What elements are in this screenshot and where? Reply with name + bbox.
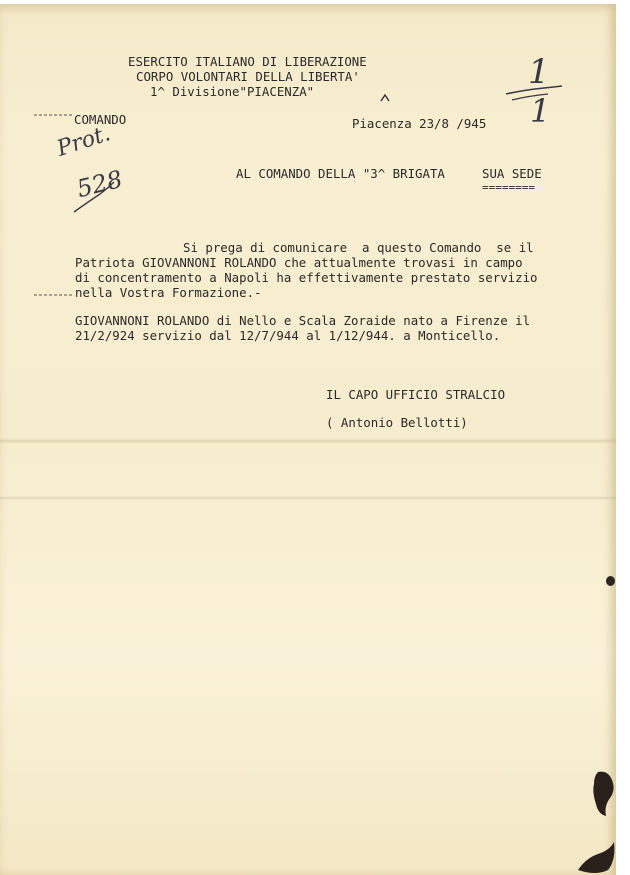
- margin-dash-mark: [34, 112, 74, 118]
- ink-blot: [606, 576, 615, 586]
- recipient-location: SUA SEDE: [482, 166, 542, 181]
- letterhead-line-3: 1^ Divisione"PIACENZA": [150, 84, 315, 99]
- body-line: di concentramento a Napoli ha effettivamente prestato servizio: [75, 270, 538, 285]
- body-line: GIOVANNONI ROLANDO di Nello e Scala Zoraide nato a Firenze il: [75, 313, 531, 328]
- protocol-number: 528: [74, 164, 126, 204]
- recipient-line: AL COMANDO DELLA "3^ BRIGATA: [236, 166, 445, 181]
- caret-mark: [380, 93, 390, 103]
- signature-name: ( Antonio Bellotti): [326, 415, 468, 430]
- paper-fold-line: [0, 496, 616, 500]
- ink-blot: [568, 840, 618, 875]
- letterhead-line-1: ESERCITO ITALIANO DI LIBERAZIONE: [128, 54, 367, 69]
- body-line: 21/2/924 servizio dal 12/7/944 al 1/12/944. a Monticello.: [75, 328, 501, 343]
- body-line: nella Vostra Formazione.-: [75, 285, 262, 300]
- comando-label: COMANDO: [74, 112, 127, 127]
- paper-fold-line: [0, 438, 616, 444]
- recipient-underline: ========: [482, 181, 535, 194]
- page-mark-top: 1: [528, 52, 550, 92]
- date-line: Piacenza 23/8 /945: [352, 116, 487, 131]
- protocol-label: Prot.: [54, 121, 114, 162]
- margin-dash-mark: [34, 292, 74, 298]
- body-line: Patriota GIOVANNONI ROLANDO che attualmente trovasi in campo: [75, 255, 523, 270]
- ink-blot: [590, 770, 620, 820]
- body-line: Si prega di comunicare a questo Comando se il: [183, 240, 534, 255]
- protocol-underline: [70, 180, 118, 216]
- letterhead-line-2: CORPO VOLONTARI DELLA LIBERTA': [136, 69, 360, 84]
- page-mark-bottom: 1: [530, 92, 551, 130]
- signature-title: IL CAPO UFFICIO STRALCIO: [326, 387, 506, 402]
